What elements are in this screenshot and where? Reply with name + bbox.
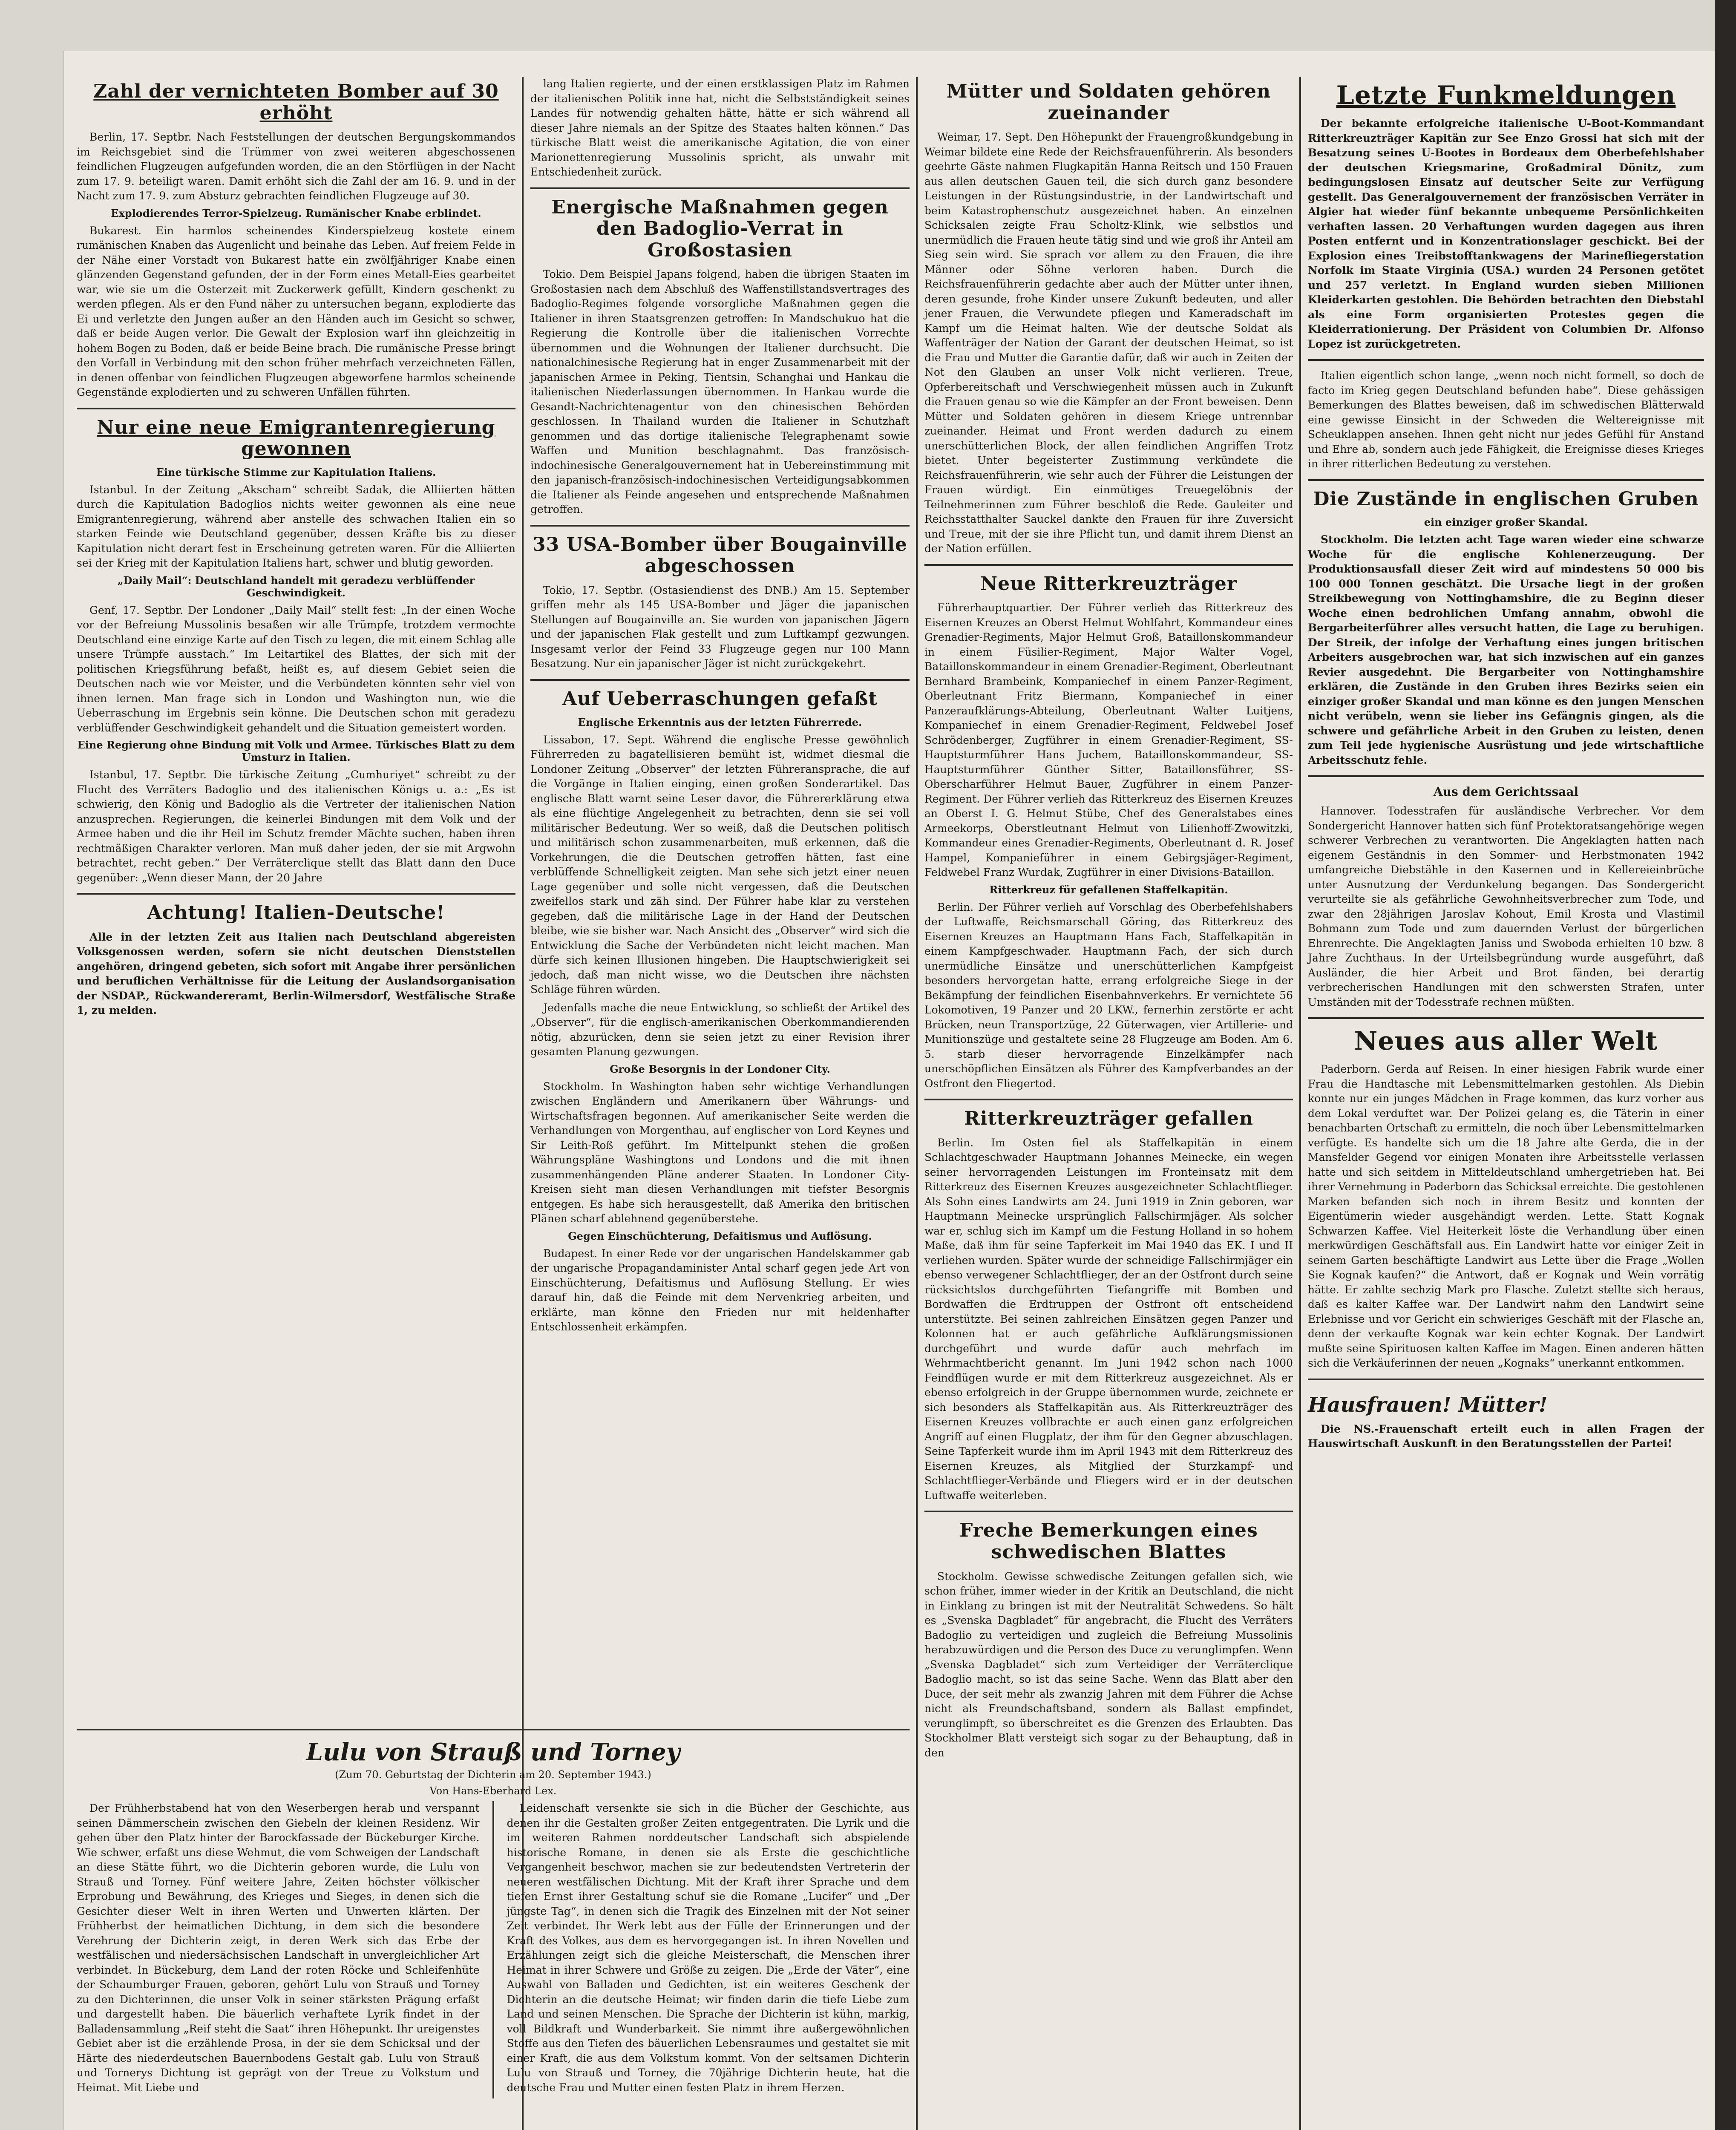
article-continued-schweden: Italien eigentlich schon lange, „wenn noch nicht formell, so doch de facto im Krieg gegen Deutschland befunden habe“. Diese gehässigen Bemerkungen des Blattes beweisen, daß im schwedischen Blätterwald eine gewisse Einsicht in der Schweden die Weltereignisse mit Scheuklappen ansehen. Ihnen geht nicht nur jedes Gefühl für Anstand und Ehre ab, sondern auch jede Fähigkeit, die Ereignisse dieses Krieges in ihrer ritterlichen Bedeutung zu verstehen. [1308, 369, 1704, 470]
headline-funkmeldungen: Letzte Funkmeldungen [1336, 81, 1676, 110]
notice-hausfrauen-title: Hausfrauen! Mütter! [1308, 1393, 1548, 1417]
headline-gefallen: Ritterkreuzträger gefallen [964, 1108, 1253, 1130]
column-rule [916, 77, 918, 2130]
subhead-englische-erkenntnis: Englische Erkenntnis aus der letzten Führerrede. [578, 716, 862, 728]
headline-bougainville: 33 USA-Bomber über Bougainville abgeschossen [533, 533, 907, 577]
headline-badoglio: Energische Maßnahmen gegen den Badoglio-Verrat in Großostasien [551, 196, 889, 261]
subhead-regierung: Eine Regierung ohne Bindung mit Volk und Armee. Türkisches Blatt zu dem Umsturz in Italien. [77, 739, 515, 764]
feuilleton-col-right [507, 1801, 910, 2098]
feuilleton-title: Lulu von Strauß und Torney [306, 1738, 680, 1766]
divider [77, 408, 515, 409]
subhead-skandal: ein einziger großer Skandal. [1424, 516, 1588, 529]
article-aller-welt: Paderborn. Gerda auf Reisen. In einer hiesigen Fabrik wurde einer Frau die Handtasche mit Lebensmittelmarken gestohlen. Als Diebin konnte nur ein junges Mädchen in Frage kommen, das kurz vorher aus dem Lokal verduftet war. Der Polizei gelang es, die Täterin in einer benachbarten Ortschaft zu ermitteln, die noch über Lebensmittelmarken verfügte. Es handelte sich um die 18 Jahre alte Gerda, die in der Mansfelder Gegend vor einigen Monaten ihre Arbeitsstelle verlassen hatte und sich seitdem in Mitteldeutschland umhergetrieben hat. Bei ihrer Vernehmung in Paderborn das Schicksal erreichte. Die gestohlenen Marken befanden sich noch in ihrem Besitz und konnten der Eigentümerin wieder ausgehändigt werden. Lette. Statt Kognak Schwarzen Kaffee. Viel Heiterkeit löste die Verhandlung über einen merkwürdigen Geschäftsfall aus. Ein Landwirt hatte vor einiger Zeit in seinem Garten beschäftigte Landwirt aus Lette über die Frage „Wollen Sie Kognak kaufen?“ die Antwort, daß er Kognak und Wein vorrätig hätte. Er zahlte sechzig Mark pro Flasche. Zuletzt stellte sich heraus, daß es kalter Kaffee war. Der Landwirt nahm den Landwirt seine Erlebnisse und vor Gericht ein schwieriges Geschäft mit der Flasche an, denn der verkaufte Kognak war kein echter Kognak. Der Landwirt mußte seine Spirituosen kalten Kaffee im Magen. Einen anderen hätten sich die Verkäuferinnen der neuen „Kognaks“ unerkannt entkommen. [1308, 1063, 1704, 1370]
divider [924, 1099, 1293, 1100]
divider [1308, 479, 1704, 481]
divider [1308, 775, 1704, 777]
headline-gerichtssaal: Aus dem Gerichtssaal [1433, 785, 1579, 799]
headline-ritterkreuztraeger: Neue Ritterkreuzträger [980, 573, 1238, 595]
column-rule [492, 1801, 494, 2098]
divider [924, 1511, 1293, 1512]
divider [530, 525, 910, 527]
subhead-defaitismus: Gegen Einschüchterung, Defaitismus und Auflösung. [568, 1229, 872, 1242]
divider [530, 187, 910, 189]
article-daily-mail: Genf, 17. Septbr. Der Londoner „Daily Mail“ stellt fest: „In der einen Woche vor der Befreiung Mussolinis besaßen wir alle Trümpfe, trotzdem vermochte Deutschland eine einzige Karte auf den Tisch zu legen, die mit einem Schlag alle unsere Trümpfe ausstach.“ Im Leitartikel des Blattes, der sich mit der politischen Kriegsführung befaßt, heißt es, auf diesem Gebiet seien die Deutschen nach wie vor Meister, und die Verbündeten könnten sehr viel von ihnen lernen. Man frage sich in London und Washington nun, wie die Ueberraschung im Ergebnis sein könne. Die Deutschen schon mit geradezu verblüffender Geschwindigkeit gehandelt und die Situation gemeistert worden. [77, 604, 515, 734]
subhead-turkish-voice: Eine türkische Stimme zur Kapitulation Italiens. [156, 466, 436, 478]
article-continued: lang Italien regierte, und der einen erstklassigen Platz im Rahmen der italienischen Politik inne hat, nicht die Selbstständigkeit seines Landes für notwendig gehalten hätte, hätte er sich während all dieser Jahre niemals an der Spitze des Staates halten können.“ Das türkische Blatt weist die amerikanische Agitation, die von einer Marionettenregierung Mussolinis spricht, als unwahr mit Entschiedenheit zurück. [530, 78, 910, 178]
divider [530, 679, 910, 681]
article-gefallen: Berlin. Im Osten fiel als Staffelkapitän in einem Schlachtgeschwader Hauptmann Johannes Meinecke, ein wegen seiner hervorragenden Leistungen im Fronteinsatz mit dem Ritterkreuz des Eisernen Kreuzes ausgezeichneter Schlachtflieger. Als Sohn eines Landwirts am 24. Juni 1919 in Znin geboren, war Hauptmann Meinecke ursprünglich Fallschirmjäger. Als solcher war er, schlug sich im Kampf um die Festung Holland in so hohem Maße, daß ihm für seine Tapferkeit im Mai 1940 das EK. I und II verliehen wurden. Später wurde der schneidige Fallschirmjäger ein ebenso verwegener Schlachtflieger, der an der Ostfront durch seine rücksichtslos durchgeführten Tiefangriffe mit Bomben und Bordwaffen die Erdtruppen der Ostfront oft entscheidend unterstützte. Bei seinen zahlreichen Einsätzen gegen Panzer und Kolonnen hat er auch gefährliche Aufklärungsmissionen durchgeführt und wurde dafür auch mehrfach im Wehrmachtbericht genannt. Im Juni 1942 schon nach 1000 Feindflügen wurde er mit dem Ritterkreuz ausgezeichnet. Als er ebenso erfolgreich in der Gruppe übernommen wurde, zeichnete er sich besonders als Staffelkapitän aus. Als Ritterkreuzträger des Eisernen Kreuzes vollbrachte er auch einen ganz erfolgreichen Angriff auf einen Flugplatz, der ihm für den Gegner abzuschlagen. Seine Tapferkeit wurde ihm im April 1943 mit dem Ritterkreuz des Eisernen Kreuzes, als Mitglied der Sturzkampf- und Schlachtflieger-Verbände und Fliegers wird er in der deutschen Luftwaffe weiterleben. [924, 1136, 1293, 1502]
article-funkmeldungen: Der bekannte erfolgreiche italienische U-Boot-Kommandant Ritterkreuzträger Kapitän zur See Enzo Grossi hat sich mit der Besatzung seines U-Bootes in Bordeaux dem Oberbefehlshaber der deutschen Kriegsmarine, Großadmiral Dönitz, zum bedingungslosen Einsatz auf deutscher Seite zur Verfügung gestellt. Das Generalgouvernement der französischen Verräter in Algier hat wieder fünf bekannte unbequeme Persönlichkeiten verhaften lassen. 20 Verhaftungen wurden dagegen aus ihren Posten entfernt und in Konzentrationslager geschickt. Bei der Explosion eines Treibstofftankwagens der Marinefliegerstation Norfolk im Staate Virginia (USA.) wurden 24 Personen getötet und 257 verletzt. In England wurden sieben Millionen Kleiderkarten gestohlen. Die Behörden betrachten den Diebstahl als eine Form organisierten Protestes gegen die Kleiderrationierung. Der Präsident von Columbien Dr. Alfonso Lopez ist zurückgetreten. [1308, 117, 1704, 350]
article-terror-toy: Bukarest. Ein harmlos scheinendes Kinderspielzeug kostete einem rumänischen Knaben das Augenlicht und beinahe das Leben. Auf freiem Felde in der Nähe einer Vorstadt von Bukarest hatte ein zwölfjähriger Knabe einen glänzenden Gegenstand gefunden, der in der Form eines Metall-Eies gearbeitet war, wie sie um die Osterzeit mit Zuckerwerk gefüllt, Kindern geschenkt zu werden pflegen. Als er den Fund näher zu untersuchen begann, explodierte das Ei und verletzte den Jungen außer an den Händen auch im Gesicht so schwer, daß er beide Augen verlor. Die Gewalt der Explosion warf ihn gleichzeitig in hohem Bogen zu Boden, daß er beide Beine brach. Die rumänische Presse bringt den Vorfall in Verbindung mit den schon früher mehrfach verzeichneten Fällen, in denen offenbar von feindlichen Flugzeugen abgeworfene harmlos scheinende Gegenstände explodierten und zu schweren Unfällen führten. [77, 224, 515, 399]
article-bougainville: Tokio, 17. Septbr. (Ostasiendienst des DNB.) Am 15. September griffen mehr als 145 USA-Bomber und Jäger die japanischen Stellungen auf Bougainville an. Sie wurden von japanischen Jägern und der japanischen Flak gestellt und zum Luftkampf gezwungen. Insgesamt verlor der Feind 33 Flugzeuge gegen nur 100 Mann Besatzung. Nur ein japanischer Jäger ist nicht zurückgekehrt. [530, 584, 910, 670]
subhead-daily-mail: „Daily Mail“: Deutschland handelt mit geradezu verblüffender Geschwindigkeit. [117, 574, 475, 599]
headline-italien-deutsche: Achtung! Italien-Deutsche! [147, 902, 445, 924]
subhead-staffelkapitaen: Ritterkreuz für gefallenen Staffelkapitän. [989, 883, 1228, 896]
feuilleton-text-left: Der Frühherbstabend hat von den Weserbergen herab und verspannt seinen Dämmerschein zwischen den Giebeln der kleinen Residenz. Wir gehen über den Platz hinter der Barockfassade der Bückeburger Kirche. Wie schwer, erfaßt uns diese Wehmut, die vom Schweigen der Landschaft an diese Stätte führt, wo die Dichterin geboren wurde, die Lulu von Strauß und Torney. Fünf weitere Jahre, Zeiten höchster völkischer Erprobung und Bewährung, des Krieges und Sieges, in denen sich die Gesichter dieser Welt in ihren Werten und Unwerten klärten. Der Frühherbst der heimatlichen Dichtung, in dem sich die besondere Verehrung der Dichterin zeigt, in deren Werk sich das Erbe der westfälischen und niedersächsischen Landschaft in unvergleichlicher Art verbindet. In Bückeburg, dem Land der roten Röcke und Schleifenhüte der Schaumburger Frauen, geboren, gehört Lulu von Strauß und Torney zu den Dichterinnen, die unser Volk in seiner stärksten Prägung erfaßt und dargestellt haben. Die bäuerlich verhaftete Lyrik findet in der Balladensammlung „Reif steht die Saat“ ihren Höhepunkt. Ihr ureigenstes Gebiet aber ist die erzählende Prosa, in der sie dem Schicksal und der Härte des niederdeutschen Bauernbodens Gestalt gab. Lulu von Strauß und Tornerys Dichtung ist geprägt von der Treue zu Volkstum und Heimat. Mit Liebe und [77, 1802, 480, 2094]
notice-italien-deutsche: Alle in der letzten Zeit aus Italien nach Deutschland abgereisten Volksgenossen werden, sofern sie nicht deutschen Dienststellen angehören, dringend gebeten, sich sofort mit Angabe ihrer persönlichen und beruflichen Verhältnisse für die Leitung der Auslandsorganisation der NSDAP., Rückwandereramt, Berlin-Wilmersdorf, Westfälische Straße 1, zu melden. [77, 930, 515, 1017]
headline-freche-bemerkungen: Freche Bemerkungen eines schwedischen Blattes [959, 1520, 1258, 1563]
article-ritterkreuztraeger: Führerhauptquartier. Der Führer verlieh das Ritterkreuz des Eisernen Kreuzes an Oberst Helmut Wohlfahrt, Kommandeur eines Grenadier-Regiments, Major Helmut Groß, Bataillonskommandeur in einem Füsilier-Regiment, Major Walter Vogel, Bataillonskommandeur in einem Grenadier-Regiment, Oberleutnant Bernhard Brambeink, Kompaniechef in einem Panzer-Regiment, Oberleutnant Fritz Biermann, Kompaniechef in einer Panzeraufklärungs-Abteilung, Oberleutnant Walter Luitjens, Kompaniechef in einem Grenadier-Regiment, Feldwebel Josef Schrödenberger, Zugführer in einem Grenadier-Regiment, SS-Hauptsturmführer Hans Juchem, Bataillonskommandeur, SS-Hauptsturmführer Günther Sitter, Bataillonsführer, SS-Oberscharführer Helmut Bauer, Zugführer in einem Panzer-Regiment. Der Führer verlieh das Ritterkreuz des Eisernen Kreuzes an Oberst I. G. Helmut Stübe, Chef des Generalstabes eines Armeekorps, Oberstleutnant Helmut von Lilienhoff-Zwowitzki, Kommandeur eines Grenadier-Regiments, Oberleutnant d. R. Josef Hampel, Kompanieführer in einem Gebirgsjäger-Regiment, Feldwebel Franz Wurdak, Zugführer in einer Divisions-Bataillon. [924, 602, 1293, 879]
article-freche-bemerkungen: Stockholm. Gewisse schwedische Zeitungen gefallen sich, wie schon früher, immer wieder in der Kritik an Deutschland, die nicht in Einklang zu bringen ist mit der Neutralität Schwedens. So hält es „Svenska Dagbladet“ für angebracht, die Flucht des Verräters Badoglio zu verteidigen und zugleich die Befreiung Mussolinis herabzuwürdigen und die Person des Duce zu verunglimpfen. Wenn „Svenska Dagbladet“ sich zum Verteidiger der Verräterclique Badoglio macht, so ist das seine Sache. Wenn das Blatt aber den Duce, der seit mehr als zwanzig Jahren mit dem Führer die Achse nicht als Freundschaftsband, sondern als Ballast empfindet, verunglimpft, so überschreitet es die Grenzen des Erlaubten. Das Stockholmer Blatt versteigt sich sogar zu der Behauptung, daß in den [924, 1570, 1293, 1759]
divider [1308, 1379, 1704, 1380]
article-regierung: Istanbul, 17. Septbr. Die türkische Zeitung „Cumhuriyet“ schreibt zu der Flucht des Verräters Badoglio und des italienischen Königs u. a.: „Es ist schwierig, den König und Badoglio als die Vertreter der italienischen Nation anzusprechen. Regierungen, die keinerlei Bindungen mit dem Volk und der Armee haben und die ihr Heil im Schutz fremder Mächte suchen, haben ihren rechtmäßigen Charakter verloren. Man muß daher jeden, der sie mit Argwohn betrachtet, recht geben.“ Der Verräterclique stellt das Blatt dann den Duce gegenüber: „Wenn dieser Mann, der 20 Jahre [77, 769, 515, 884]
divider [924, 564, 1293, 566]
headline-aller-welt: Neues aus aller Welt [1354, 1026, 1658, 1056]
headline-ueberraschungen: Auf Ueberraschungen gefaßt [562, 688, 878, 710]
newspaper-page [64, 51, 1717, 2130]
divider [77, 1729, 910, 1730]
article-staffelkapitaen: Berlin. Der Führer verlieh auf Vorschlag des Oberbefehlshabers der Luftwaffe, Reichsmarschall Göring, das Ritterkreuz des Eisernen Kreuzes an Hauptmann Hans Fach, Staffelkapitän in einem Kampfgeschwader. Hauptmann Fach, der sich durch unermüdliche Einsätze und unerschütterlichen Kampfgeist besonders hervorgetan hatte, errang erfolgreiche Siege in der Bekämpfung der feindlichen Eisenbahnverkehrs. Er vernichtete 56 Lokomotiven, 19 Panzer und 20 LKW., fernerhin zerstörte er acht Brücken, neun Transportzüge, 22 Güterwagen, vier Artillerie- und Munitionszüge und gestaltete seine 28 Flugzeuge am Boden. Am 6. 5. starb dieser hervorragende Einzelkämpfer nach unerschöpflichen Einsätzen als Führer des Kampfverbandes an der Ostfront den Fliegertod. [924, 901, 1293, 1090]
column-2 [530, 77, 910, 1338]
column-1 [77, 77, 515, 1022]
subhead-london-city: Große Besorgnis in der Londoner City. [610, 1062, 830, 1075]
feuilleton-author: Von Hans-Eberhard Lex. [429, 1785, 557, 1797]
article-ueberraschungen-2: Jedenfalls mache die neue Entwicklung, so schließt der Artikel des „Observer“, für die englisch-amerikanischen Oberkommandierenden nötig, abzurücken, denn sie seien jetzt zu einer Revision ihrer gesamten Planung gezwungen. [530, 1001, 910, 1058]
feuilleton-col-left [77, 1801, 480, 2098]
headline-emigrant-government: Nur eine neue Emigrantenregierung gewonnen [97, 416, 495, 460]
article-gerichtssaal: Hannover. Todesstrafen für ausländische Verbrecher. Vor dem Sondergericht Hannover hatten sich fünf Protektoratsangehörige wegen schwerer Verbrechen zu verantworten. Die Angeklagten hatten nach eigenem Geständnis in den Sommer- und Herbstmonaten 1942 umfangreiche Diebstähle in den Kasernen und in Kellereieinbrüche unter Ausnutzung der Verdunkelung begangen. Das Sondergericht verurteilte sie als gefährliche Gewohnheitsverbrecher zum Tode, und zwar den 28jährigen Jaroslav Kohout, Emil Krosta und Vlastimil Bohmann zum Tode und zum dauernden Verlust der bürgerlichen Ehrenrechte. Die Angeklagten Janiss und Swoboda erhielten 10 bzw. 8 Jahre Zuchthaus. In der Urteilsbegründung wurde ausgeführt, daß Ausländer, die hier Arbeit und Brot fänden, bei derartig verbrecherischen Handlungen mit den schwersten Strafen, unter Umständen mit der Todesstrafe rechnen müßten. [1308, 805, 1704, 1008]
column-3 [924, 77, 1293, 1764]
column-rule [1299, 77, 1301, 2130]
article-bomber: Berlin, 17. Septbr. Nach Feststellungen der deutschen Bergungskommandos im Reichsgebiet sind die Trümmer von zwei weiteren abgeschossenen feindlichen Flugzeugen aufgefunden worden, die an den Störflügen in der Nacht zum 17. 9. beteiligt waren. Damit erhöht sich die Zahl der am 16. 9. und in der Nacht zum 17. 9. zum Absturz gebrachten feindlichen Flugzeuge auf 30. [77, 131, 515, 202]
divider [1308, 359, 1704, 361]
feuilleton-text-right: Leidenschaft versenkte sie sich in die Bücher der Geschichte, aus denen ihr die Gestalten großer Zeiten entgegentraten. Die Lyrik und die im weiteren Rahmen norddeutscher Landschaft sich abspielende historische Romane, in denen sie als Erste die geschichtliche Vergangenheit beschwor, machen sie zur bedeutendsten Vertreterin der neueren westfälischen Dichtung. Mit der Kraft ihrer Sprache und dem tiefen Ernst ihrer Gestaltung schuf sie die Romane „Lucifer“ und „Der jüngste Tag“, in denen sich die Tragik des Einzelnen mit der Not seiner Zeit verbindet. Ihr Werk lebt aus der Fülle der Erinnerungen und der Kraft des Volkes, aus dem es hervorgegangen ist. In ihren Novellen und Erzählungen zeigt sich die gleiche Meisterschaft, die Menschen ihrer Heimat in ihrer Schwere und Größe zu zeigen. Die „Erde der Väter“, eine Auswahl von Balladen und Gedichten, ist ein weiteres Geschenk der Dichterin an die deutsche Heimat; wir finden darin die tiefe Liebe zum Land und seinen Menschen. Die Sprache der Dichterin ist kühn, markig, voll Bildkraft und Wunderbarkeit. Sie nimmt ihre außergewöhnlichen Stoffe aus den Tiefen des bäuerlichen Lebensraumes und gestaltet sie mit einer Kraft, die aus dem Volkstum kommt. Von der seltsamen Dichterin Lulu von Strauß und Torney, die 70jährige Dichterin heute, hat die deutsche Frau und Mutter einen festen Platz in ihrem Herzen. [507, 1802, 910, 2094]
divider [77, 893, 515, 895]
article-ueberraschungen: Lissabon, 17. Sept. Während die englische Presse gewöhnlich Führerreden zu bagatellisieren bemüht ist, widmet diesmal die Londoner Zeitung „Observer“ der letzten Führeransprache, die auf die Vorgänge in Italien einging, einen großen Sonderartikel. Das englische Blatt warnt seine Leser davor, die Führererklärung etwa als eine flüchtige Angelegenheit zu betrachten, denn sie sei voll militärischer Bedeutung. Wer so weiß, daß die Deutschen politisch und militärisch schon zusammenarbeiten, muß erkennen, daß die Vorkehrungen, die die Deutschen getroffen hätten, fast eine verblüffende Schnelligkeit zeigten. Man sehe sich jetzt einer neuen Lage gegenüber und solle nicht vergessen, daß die Deutschen zweifellos stark und zäh sind. Der Führer habe klar zu verstehen gegeben, daß die militärische Lage in der Hand der Deutschen bleibe, wie sie bisher war. Nach Ansicht des „Observer“ wird sich die Entwicklung die Sache der Verbündeten nicht leicht machen. Man dürfe sich keinen Illusionen hingeben. Die Hauptschwierigkeit sei jedoch, daß man nicht wisse, wo die Deutschen ihre nächsten Schläge führen würden. [530, 733, 910, 996]
subhead-terror-toy: Explodierendes Terror-Spielzeug. Rumänischer Knabe erblindet. [111, 207, 481, 219]
divider [1308, 1017, 1704, 1019]
column-4 [1308, 77, 1704, 1455]
article-muetter-soldaten: Weimar, 17. Sept. Den Höhepunkt der Frauengroßkundgebung in Weimar bildete eine Rede der Reichsfrauenführerin. Als besonders geehrte Gäste nahmen Flugkapitän Hanna Reitsch und 150 Frauen aus allen deutschen Gauen teil, die sich durch ganz besondere Leistungen in der Rüstungsindustrie, in der Landwirtschaft und beim Katastrophenschutz ausgezeichnet haben. An einzelnen Schicksalen zeigte Frau Scholtz-Klink, wie selbstlos und unermüdlich die Frauen heute tätig sind und wie groß ihr Anteil am Sieg sein wird. Sie sprach vor allem zu den Frauen, die ihre Männer oder Söhne verloren haben. Durch die Reichsfrauenführerin gedachte aber auch der Mütter unter ihnen, deren gesunde, frohe Kinder unsere Zukunft bedeuten, und aller jener Frauen, die Verwundete pflegen und Kameradschaft im Kampf um die Heimat halten. Wie der deutsche Soldat als Waffenträger der Nation der Garant der deutschen Heimat, so ist die Frau und Mutter die Garantie dafür, daß wir auch in Zeiten der Not den Glauben an unser Volk nicht verlieren. Treue, Opferbereitschaft und Verschwiegenheit müssen auch in Zukunft die Frauen genau so wie die Kämpfer an der Front beweisen. Denn Mütter und Soldaten gehören in diesem Kriege untrennbar zueinander. Heimat und Front werden dadurch zu einem unerschütterlichen Block, der allen feindlichen Angriffen Trotz bietet. Unter begeisterter Zustimmung verkündete die Reichsfrauenführerin, wie sehr auch der Führer die Leistungen der Frauen würdigt. Ein einmütiges Treuegelöbnis der Teilnehmerinnen zum Führer beschloß die Rede. Gauleiter und Reichsstatthalter Sauckel dankte den Frauen für ihre Zuversicht und Treue, mit der sie ihre Pflicht tun, und damit ihrem Dienst an der Nation erfüllen. [924, 131, 1293, 555]
scan-edge [1715, 0, 1736, 2130]
article-englische-gruben: Stockholm. Die letzten acht Tage waren wieder eine schwarze Woche für die englische Kohlenerzeugung. Der Produktionsausfall dieser Zeit wird auf mindestens 50 000 bis 100 000 Tonnen geschätzt. Die Ursache liegt in der großen Streikbewegung von Nottinghamshire, die zu Beginn dieser Woche einen bedrohlichen Umfang annahm, obwohl die Bergarbeiterführer alles versucht hatten, die Lage zu beruhigen. Der Streik, der infolge der Verhaftung eines jungen britischen Arbeiters ausgebrochen war, hat sich inzwischen auf ein ganzes Revier ausgedehnt. Die Bergarbeiter von Nottinghamshire erklären, die Zustände in den Gruben ihres Bezirks seien ein einziger großer Skandal und man könne es den jungen Menschen nicht verübeln, wenn sie lieber ins Gefängnis gingen, als die schwere und gefährliche Arbeit in den Gruben zu leisten, denen zum Teil jede hygienische Ausrüstung und jede wirtschaftliche Arbeitsschutz fehle. [1308, 533, 1704, 766]
notice-hausfrauen-body: Die NS.-Frauenschaft erteilt euch in allen Fragen der Hauswirtschaft Auskunft in den Beratungsstellen der Partei! [1308, 1422, 1704, 1450]
feuilleton [77, 1721, 910, 2098]
headline-muetter-soldaten: Mütter und Soldaten gehören zueinander [947, 81, 1271, 124]
article-defaitismus: Budapest. In einer Rede vor der ungarischen Handelskammer gab der ungarische Propagandaminister Antal scharf gegen jede Art von Einschüchterung, Defaitismus und Auflösung Stellung. Er wies darauf hin, daß die Feinde mit dem Nervenkrieg arbeiten, und erklärte, man könne den Frieden nur mit heldenhafter Entschlossenheit erkämpfen. [530, 1247, 910, 1333]
headline-englische-gruben: Die Zustände in englischen Gruben [1313, 488, 1699, 510]
article-london-city: Stockholm. In Washington haben sehr wichtige Verhandlungen zwischen Engländern und Amerikanern über Währungs- und Wirtschaftsfragen begonnen. Auf amerikanischer Seite werden die Verhandlungen von Morgenthau, auf englischer von Lord Keynes und Sir Leith-Roß geführt. Im Mittelpunkt stehen die großen Währungspläne Washingtons und Londons und die mit ihnen zusammenhängenden Pläne anderer Staaten. In Londoner City-Kreisen sieht man diesen Verhandlungen mit tiefster Besorgnis entgegen. Es habe sich herausgestellt, daß Amerika den britischen Plänen scharf ablehnend gegenüberstehe. [530, 1080, 910, 1225]
feuilleton-subtitle: (Zum 70. Geburtstag der Dichterin am 20. September 1943.) [335, 1769, 651, 1781]
article-badoglio: Tokio. Dem Beispiel Japans folgend, haben die übrigen Staaten im Großostasien nach dem Abschluß des Waffenstillstandsvertrages des Badoglio-Regimes folgende vorsorgliche Maßnahmen gegen die Italiener in ihren Staatsgrenzen getroffen: In Mandschukuo hat die Regierung die Kontrolle über die italienischen Vorrechte übernommen und die Wohnungen der Italiener durchsucht. Die nationalchinesische Regierung hat in enger Zusammenarbeit mit der japanischen Armee in Peking, Tientsin, Schanghai und Hankau die italienischen Niederlassungen übernommen. In Hankau wurde die Gesandt-Nachrichtenagentur von den chinesischen Behörden geschlossen. In Thailand wurden die Italiener in Schutzhaft genommen und das dortige italienische Telegraphenamt sowie Waffen und Munition beschlagnahmt. Das französisch-indochinesische Generalgouvernement hat in Uebereinstimmung mit den japanisch-französisch-indochinesischen Verteidigungsabkommen die Italiener als Feinde angesehen und entsprechende Maßnahmen getroffen. [530, 268, 910, 516]
headline-bomber: Zahl der vernichteten Bomber auf 30 erhöht [93, 81, 499, 124]
article-emigrant-government: Istanbul. In der Zeitung „Akscham“ schreibt Sadak, die Alliierten hätten durch die Kapitulation Badoglios nichts weiter gewonnen als eine neue Emigrantenregierung, während aber anstelle des schwachen Italien ein so starken Feinde wie Deutschland gegenüber, dessen Kräfte bis zu dieser Kapitulation nicht derart fest in Erscheinung getreten waren. Für die Alliierten sei der Krieg mit der Kapitulation Italiens hart, schwer und blutig geworden. [77, 483, 515, 570]
